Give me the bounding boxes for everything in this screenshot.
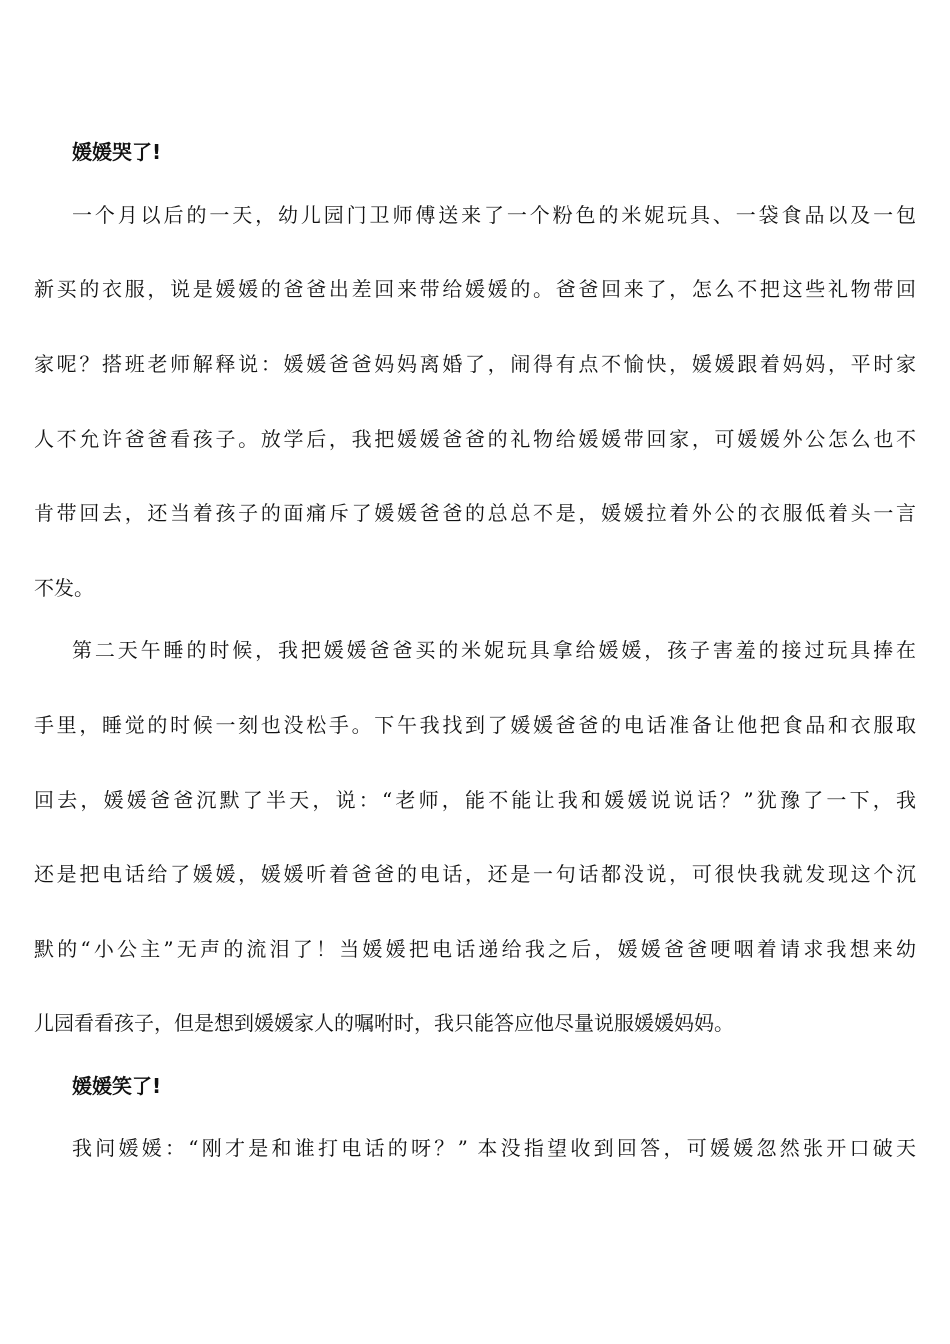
section-heading: 媛媛哭了! (72, 140, 162, 164)
paragraph-line: 家呢？搭班老师解释说：媛媛爸爸妈妈离婚了，闹得有点不愉快，媛媛跟着妈妈，平时家 (34, 352, 916, 376)
paragraph-line: 不发。 (34, 576, 94, 600)
paragraph-line: 还是把电话给了媛媛，媛媛听着爸爸的电话，还是一句话都没说，可很快我就发现这个沉 (34, 862, 916, 886)
paragraph-line: 手里，睡觉的时候一刻也没松手。下午我找到了媛媛爸爸的电话准备让他把食品和衣服取 (34, 713, 916, 737)
paragraph-line: 一个月以后的一天，幼儿园门卫师傅送来了一个粉色的米妮玩具、一袋食品以及一包 (72, 203, 916, 227)
paragraph-line: 我问媛媛：“刚才是和谁打电话的呀？” 本没指望收到回答，可媛媛忽然张开口破天 (72, 1136, 916, 1160)
section-heading: 媛媛笑了! (72, 1074, 162, 1098)
paragraph-line: 默的“小公主”无声的流泪了！当媛媛把电话递给我之后，媛媛爸爸哽咽着请求我想来幼 (34, 937, 916, 961)
paragraph-line: 回去，媛媛爸爸沉默了半天，说：“老师，能不能让我和媛媛说说话？”犹豫了一下，我 (34, 788, 916, 812)
paragraph-line: 第二天午睡的时候，我把媛媛爸爸买的米妮玩具拿给媛媛，孩子害羞的接过玩具捧在 (72, 638, 916, 662)
paragraph-line: 儿园看看孩子，但是想到媛媛家人的嘱咐时，我只能答应他尽量说服媛媛妈妈。 (34, 1011, 734, 1035)
paragraph-line: 肯带回去，还当着孩子的面痛斥了媛媛爸爸的总总不是，媛媛拉着外公的衣服低着头一言 (34, 501, 916, 525)
paragraph-line: 人不允许爸爸看孩子。放学后，我把媛媛爸爸的礼物给媛媛带回家，可媛媛外公怎么也不 (34, 427, 916, 451)
paragraph-line: 新买的衣服，说是媛媛的爸爸出差回来带给媛媛的。爸爸回来了，怎么不把这些礼物带回 (34, 277, 916, 301)
